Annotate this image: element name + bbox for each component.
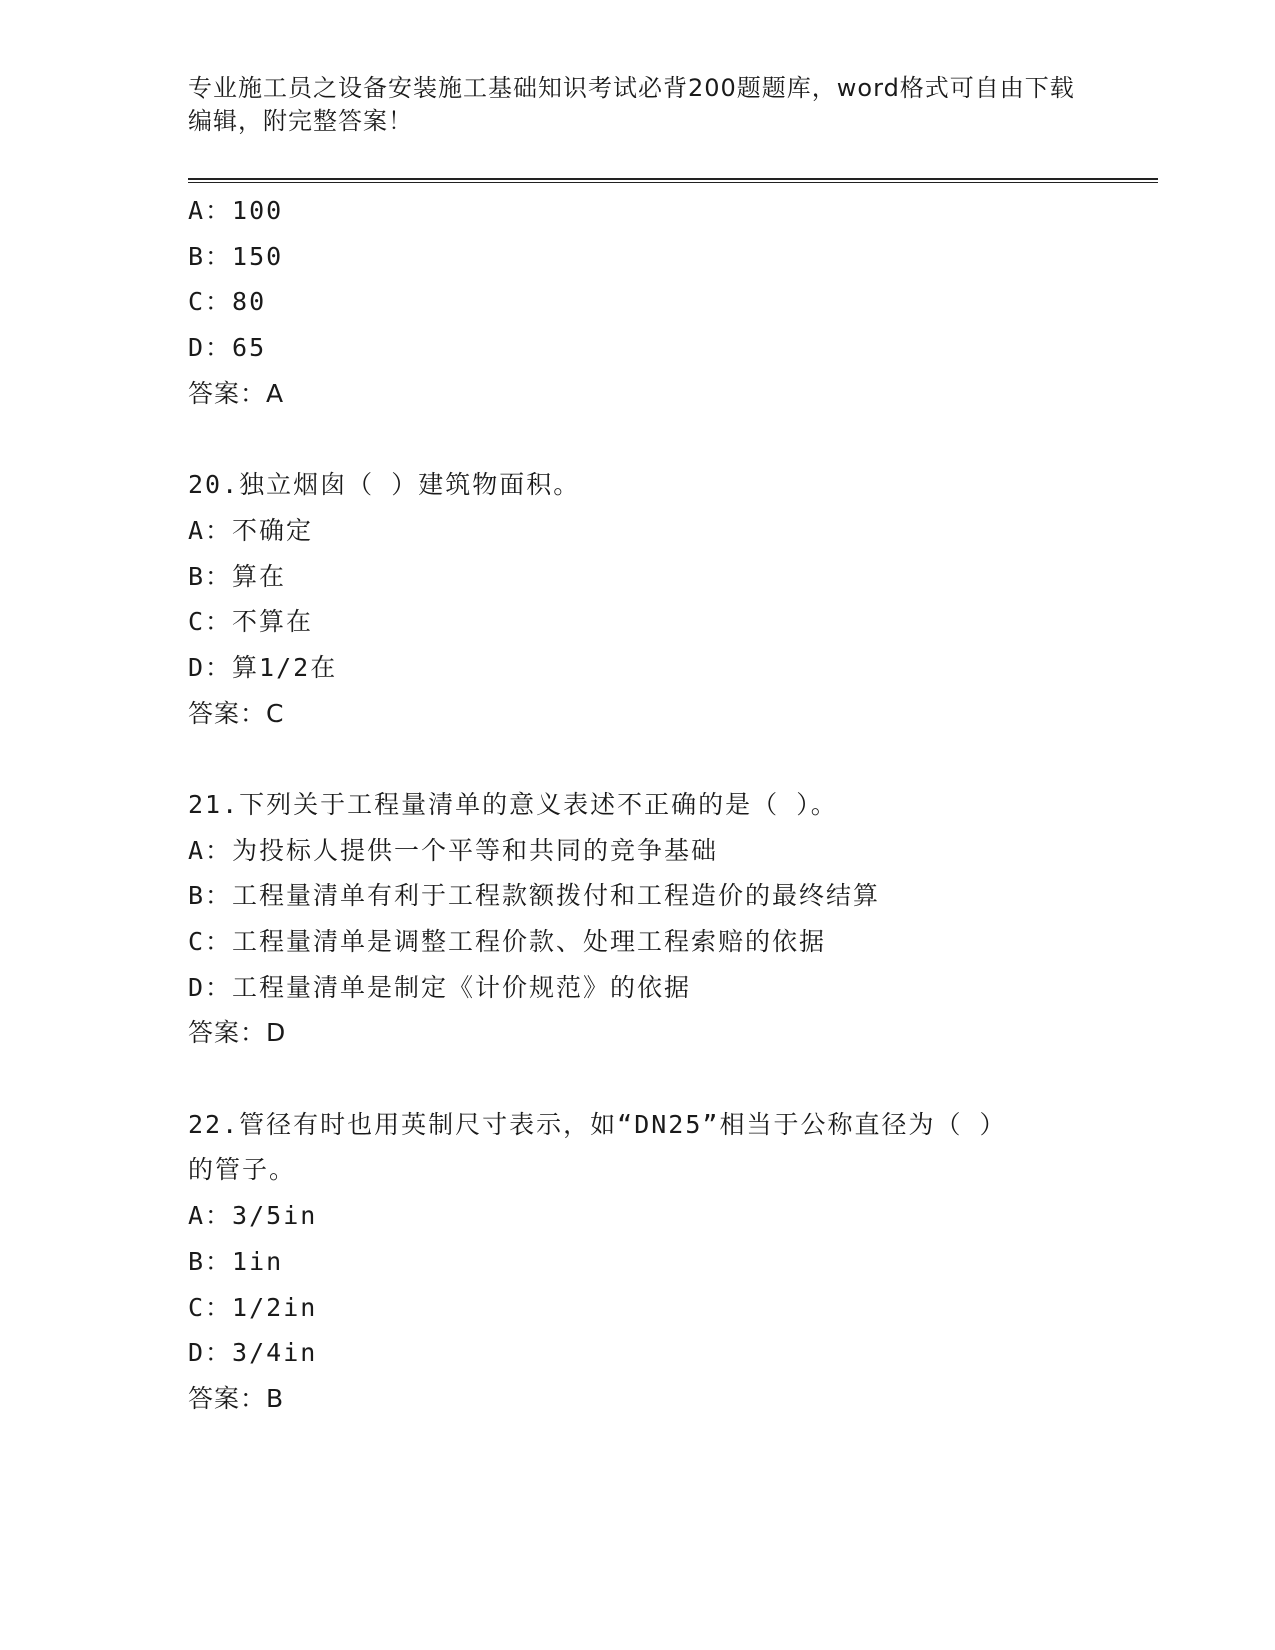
option-c: C：不算在	[188, 607, 314, 637]
question-stem-line2: 的管子。	[188, 1155, 297, 1185]
option-d: D：算1/2在	[188, 652, 338, 682]
spacer	[188, 416, 1148, 462]
question-list	[188, 188, 1148, 1422]
option-a: A：不确定	[188, 515, 314, 545]
question-stem: 21.下列关于工程量清单的意义表述不正确的是（ ）。	[188, 789, 838, 819]
answer-line: 答案：B	[188, 1383, 285, 1413]
option-b: B：1in	[188, 1246, 284, 1276]
spacer	[188, 1056, 1148, 1102]
option-b: B：算在	[188, 561, 287, 591]
spacer	[188, 736, 1148, 782]
answer-line: 答案：D	[188, 1018, 287, 1048]
option-d: D：3/4in	[188, 1338, 318, 1368]
question-stem: 20.独立烟囱（ ）建筑物面积。	[188, 470, 581, 500]
document-header	[188, 72, 1088, 138]
option-d: D：65	[188, 333, 267, 363]
option-d: D：工程量清单是制定《计价规范》的依据	[188, 972, 692, 1002]
question-stem-line1: 22.管径有时也用英制尺寸表示，如“DN25”相当于公称直径为（ ）	[188, 1109, 1007, 1139]
option-a: A：为投标人提供一个平等和共同的竞争基础	[188, 835, 719, 865]
option-b: B：工程量清单有利于工程款额拨付和工程造价的最终结算	[188, 881, 881, 911]
question-21	[188, 782, 1148, 1056]
answer-line: 答案：A	[188, 378, 285, 408]
option-a: A：100	[188, 196, 284, 225]
question-20	[188, 462, 1148, 736]
option-a: A：3/5in	[188, 1201, 318, 1231]
header-divider	[188, 178, 1158, 183]
option-b: B：150	[188, 241, 284, 271]
header-title-line2: 编辑，附完整答案！	[188, 107, 413, 135]
option-c: C：工程量清单是调整工程价款、处理工程索赔的依据	[188, 927, 827, 956]
answer-line: 答案：C	[188, 698, 285, 728]
question-22	[188, 1102, 1148, 1422]
option-c: C：1/2in	[188, 1292, 318, 1322]
question-19-partial	[188, 188, 1148, 416]
option-c: C：80	[188, 287, 267, 317]
header-title-line1: 专业施工员之设备安装施工基础知识考试必背200题题库，word格式可自由下载	[188, 74, 1075, 102]
